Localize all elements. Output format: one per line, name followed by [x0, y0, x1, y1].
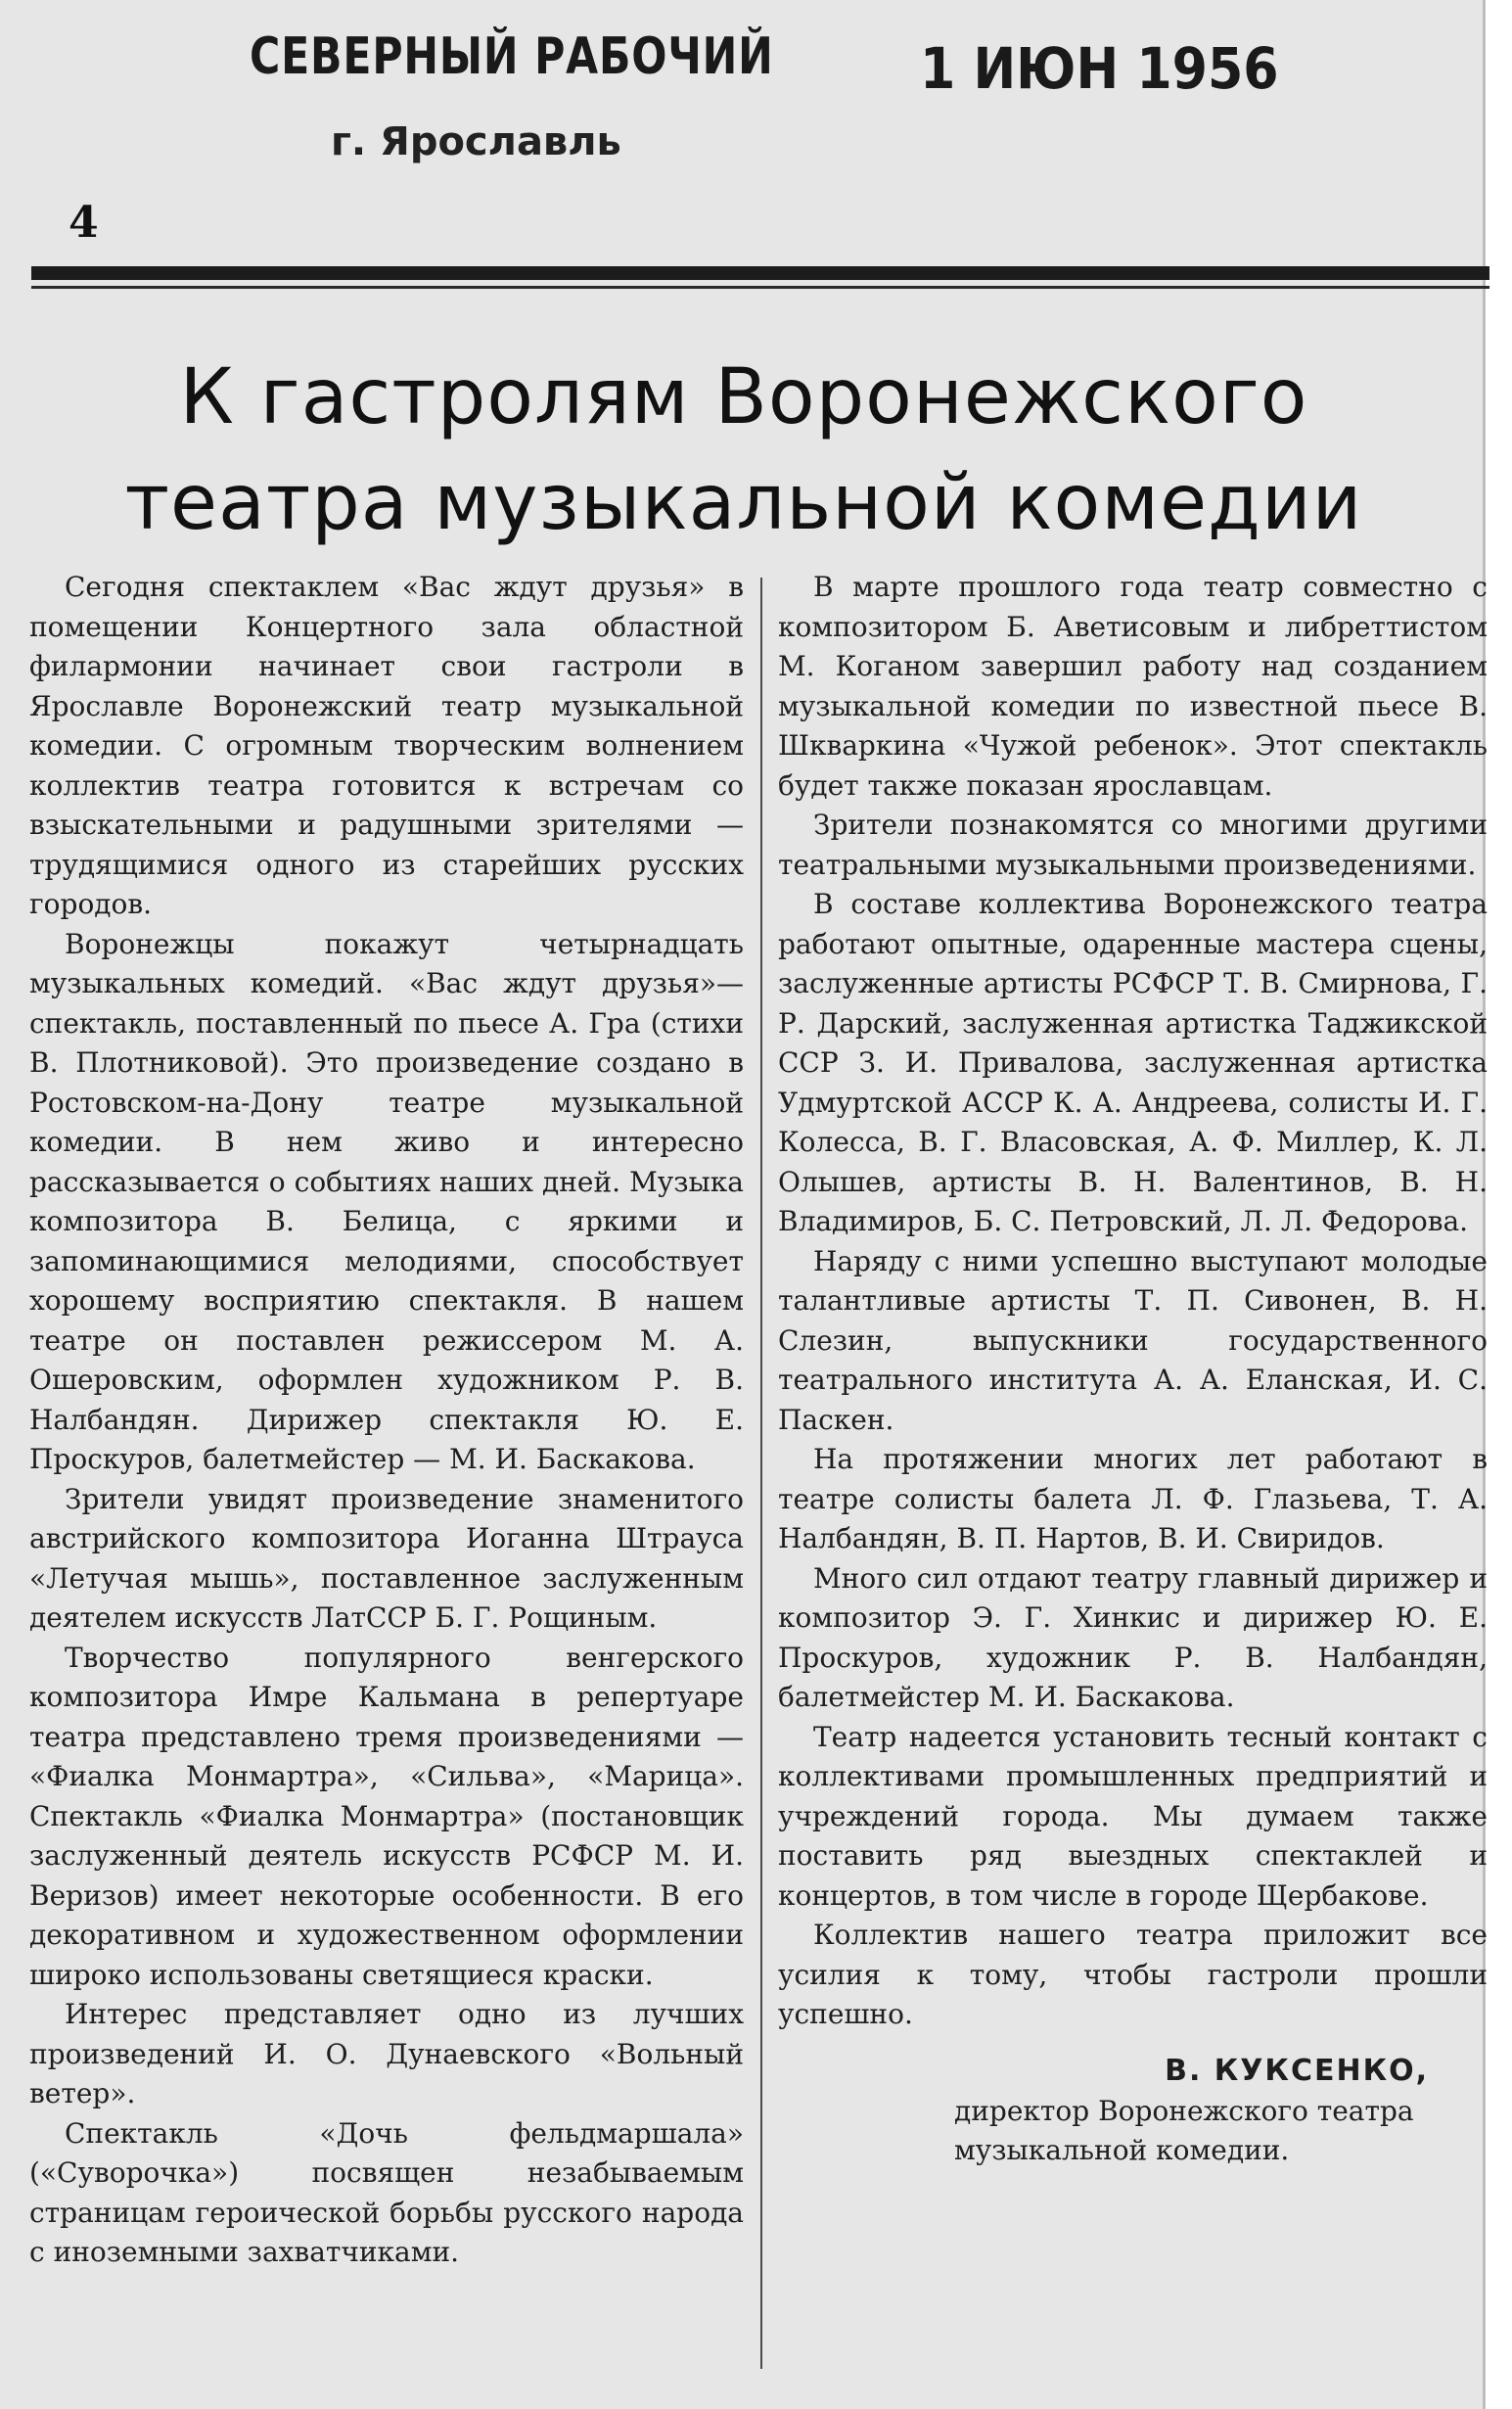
- paragraph: В марте прошлого года театр совместно с композитором Б. Аветисовым и либреттистом М. Коганом завершил работу над созданием музыкальной комедии по известной пьесе В. Шкваркина «Чужой ребенок». Этот спектакль будет также показан ярославцам.: [778, 571, 1488, 802]
- header-rule-thick: [31, 266, 1489, 280]
- paragraph: Зрители увидят произведение знаменитого австрийского композитора Иоганна Штрауса «Летучая мышь», поставленное заслуженным деятелем искусств ЛатССР Б. Г. Рощиным.: [29, 1482, 744, 1634]
- newspaper-name-stamp: СЕВЕРНЫЙ РАБОЧИЙ: [250, 27, 774, 86]
- signature-block: [778, 2051, 1488, 2170]
- page-number: 4: [69, 198, 99, 248]
- paragraph: Много сил отдают театру главный дирижер и композитор Э. Г. Хинкис и дирижер Ю. Е. Проскуров, художник Р. В. Налбандян, балетмейстер М. И. Баскакова.: [778, 1561, 1488, 1713]
- city-stamp: г. Ярославль: [331, 119, 621, 164]
- right-column: [778, 568, 1488, 2170]
- article-title-line-1: К гастролям Воронежского: [179, 353, 1308, 441]
- date-stamp: 1 ИЮН 1956: [920, 35, 1279, 102]
- paragraph: Интерес представляет одно из лучших произведений И. О. Дунаевского «Вольный ветер».: [29, 1998, 744, 2109]
- paragraph: Зрители познакомятся со многими другими театральными музыкальными произведениями.: [778, 809, 1488, 881]
- paragraph: Воронежцы покажут четырнадцать музыкальных комедий. «Вас ждут друзья»— спектакль, поставленный по пьесе А. Гра (стихи В. Плотниковой). Это произведение создано в Ростовском-на-Дону театре музыкальной комедии. В нем живо и интересно рассказывается о событиях наших дней. Музыка композитора В. Белица, с яркими и запоминающимися мелодиями, способствует хорошему восприятию спектакля. В нашем театре он поставлен режиссером М. А. Ошеровским, оформлен художником Р. В. Налбандян. Дирижер спектакля Ю. Е. Проскуров, балетмейстер — М. И. Баскакова.: [29, 927, 744, 1475]
- paragraph: Театр надеется установить тесный контакт с коллективами промышленных предприятий и учреждений города. Мы думаем также поставить ряд выездных спектаклей и концертов, в том числе в городе Щербакове.: [778, 1720, 1488, 1912]
- paragraph: Коллектив нашего театра приложит все усилия к тому, чтобы гастроли прошли успешно.: [778, 1919, 1488, 2030]
- article-title: [59, 345, 1429, 556]
- paragraph: На протяжении многих лет работают в театре солисты балета Л. Ф. Глазьева, Т. А. Налбандян, В. П. Нартов, В. И. Свиридов.: [778, 1443, 1488, 1554]
- paragraph: Творчество популярного венгерского композитора Имре Кальмана в репертуаре театра представлено тремя произведениями — «Фиалка Монмартра», «Сильва», «Марица». Спектакль «Фиалка Монмартра» (постановщик заслуженный деятель искусств РСФСР М. И. Веризов) имеет некоторые особенности. В его декоративном и художественном оформлении широко использованы светящиеся краски.: [29, 1641, 744, 1991]
- paragraph: Сегодня спектаклем «Вас ждут друзья» в помещении Концертного зала областной филармонии начинает свои гастроли в Ярославле Воронежский театр музыкальной комедии. С огромным творческим волнением коллектив театра готовится к встречам со взыскательными и радушными зрителями — трудящимися одного из старейших русских городов.: [29, 571, 744, 920]
- signature-title-line-1: директор Воронежского театра: [954, 2094, 1414, 2127]
- header-rule-thin: [31, 286, 1489, 289]
- paragraph: Наряду с ними успешно выступают молодые талантливые артисты Т. П. Сивонен, В. Н. Слезин, выпускники государственного театрального института А. А. Еланская, И. С. Паскен.: [778, 1244, 1488, 1436]
- signature-title-line-2: музыкальной комедии.: [954, 2133, 1290, 2166]
- article-title-line-2: театра музыкальной комедии: [124, 459, 1363, 547]
- signature-name: В. КУКСЕНКО,: [1165, 2053, 1429, 2088]
- left-column: [29, 568, 744, 2273]
- paragraph: Спектакль «Дочь фельдмаршала» («Суворочка») посвящен незабываемым страницам героической борьбы русского народа с иноземными захватчиками.: [29, 2116, 744, 2268]
- column-divider: [760, 578, 762, 2369]
- paragraph: В составе коллектива Воронежского театра работают опытные, одаренные мастера сцены, заслуженные артисты РСФСР Т. В. Смирнова, Г. Р. Дарский, заслуженная артистка Таджикской ССР З. И. Привалова, заслуженная артистка Удмуртской АССР К. А. Андреева, солисты И. Г. Колесса, В. Г. Власовская, А. Ф. Миллер, К. Л. Олышев, артисты В. Н. Валентинов, В. Н. Владимиров, Б. С. Петровский, Л. Л. Федорова.: [778, 888, 1488, 1237]
